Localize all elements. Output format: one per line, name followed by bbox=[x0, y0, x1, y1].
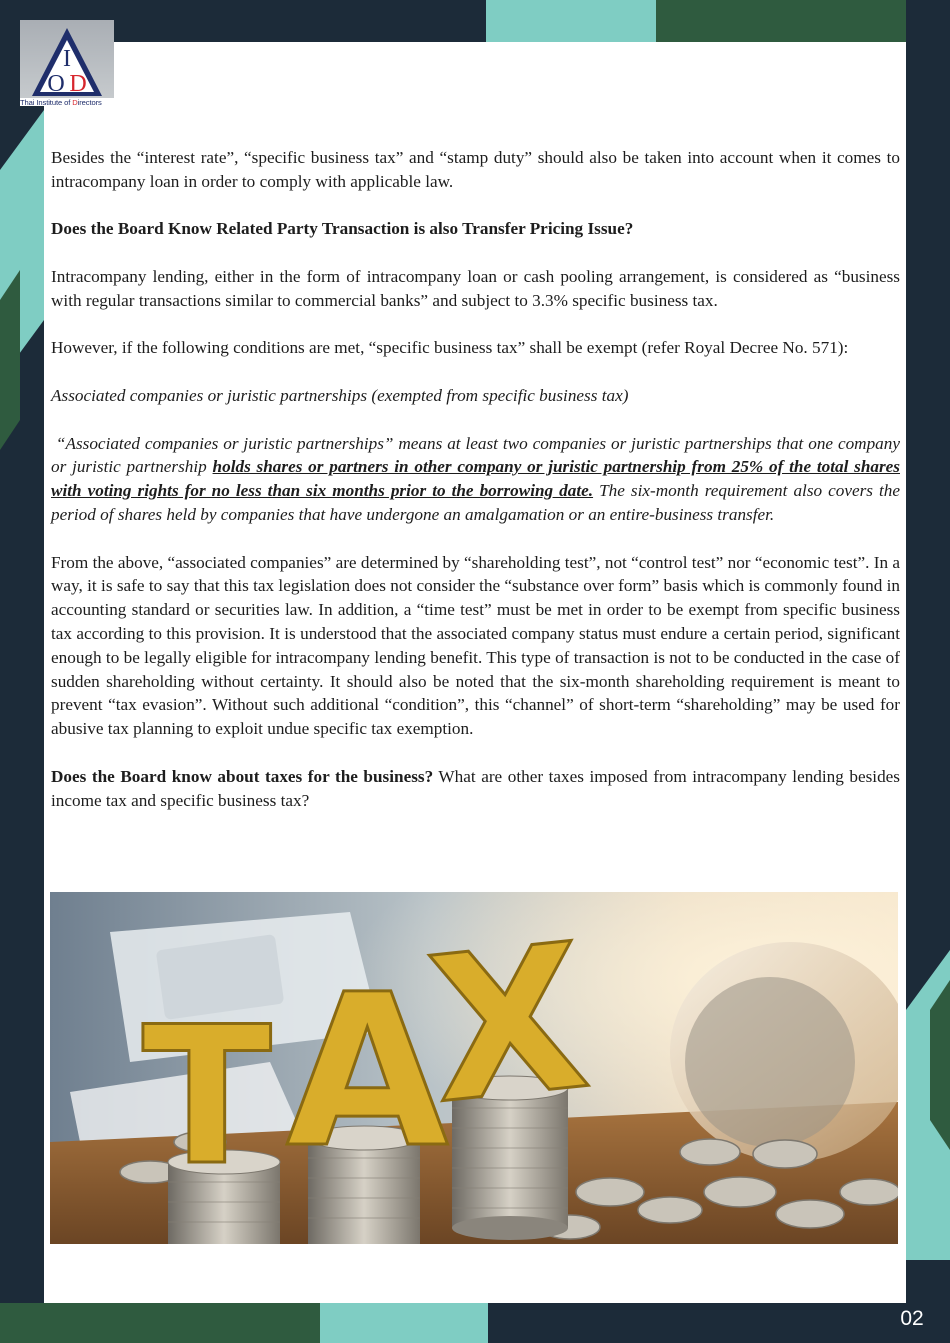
paragraph-other-taxes: Does the Board know about taxes for the business? What are other taxes imposed from intracompany lending besides income tax and specific business tax? bbox=[51, 766, 900, 810]
logo-letter-o: O bbox=[47, 71, 65, 97]
photo-letter-a: A bbox=[286, 949, 449, 1194]
logo-letter-i: I bbox=[63, 46, 71, 72]
paragraph-associated-companies-definition: “Associated companies or juristic partnerships” means at least two companies or juristic partnerships that one company or juristic partnership holds shares or partners in other company or juristic partnership from 25% of the total shares with voting rights for no less than six months prior to the borrowing date. The six-month requirement also covers the period of shares held by companies that have undergone an amalgamation or an entire-business transfer. bbox=[51, 433, 901, 524]
iod-logo bbox=[20, 20, 114, 106]
tax-photo bbox=[50, 892, 898, 1244]
article-body bbox=[51, 146, 900, 812]
paragraph-associated-companies-title: Associated companies or juristic partnerships (exempted from specific business tax) bbox=[51, 385, 629, 405]
paragraph-exemption-conditions: However, if the following conditions are met, “specific business tax” shall be exempt (refer Royal Decree No. 571): bbox=[51, 338, 849, 358]
section-heading-transfer-pricing: Does the Board Know Related Party Transaction is also Transfer Pricing Issue? bbox=[51, 219, 634, 239]
paragraph-intro: Besides the “interest rate”, “specific business tax” and “stamp duty” should also be taken into account when it comes to intracompany loan in order to comply with applicable law. bbox=[51, 148, 900, 191]
underlined-shareholding-requirement: holds shares or partners in other company or juristic partnership from 25% of the total shares with voting rights for no less than six months prior to the borrowing date. bbox=[51, 457, 900, 501]
logo-caption: Thai Institute of Directors bbox=[20, 98, 102, 107]
logo-letter-d: D bbox=[69, 71, 87, 97]
page-number: 02 bbox=[900, 1307, 924, 1330]
photo-letter-x: X bbox=[419, 900, 598, 1149]
paragraph-shareholding-test: From the above, “associated companies” are determined by “shareholding test”, not “control test” nor “economic test”. In a way, it is safe to say that this tax legislation does not consider the “substance over form” basis which is commonly found in accounting standard or securities law. In addition, a “time test” must be met in order to be exempt from specific business tax according to this provision. It is understood that the associated company status must endure a certain period, significant enough to be legally eligible for intracompany lending benefit. This type of transaction is not to be conducted in the case of sudden shareholding without certainty. It should also be noted that the six-month shareholding requirement is meant to prevent “tax evasion”. Without such additional “condition”, this “channel” of short-term “shareholding” may be used for abusive tax planning to exploit undue specific tax exemption. bbox=[51, 552, 900, 739]
question-board-taxes: Does the Board know about taxes for the business? bbox=[51, 766, 434, 786]
photo-letter-t: T bbox=[142, 986, 272, 1207]
logo-emblem bbox=[20, 20, 114, 98]
paragraph-intracompany-lending: Intracompany lending, either in the form of intracompany loan or cash pooling arrangement, is considered as “business with regular transactions similar to commercial banks” and subject to 3.3% specific business tax. bbox=[51, 266, 900, 310]
